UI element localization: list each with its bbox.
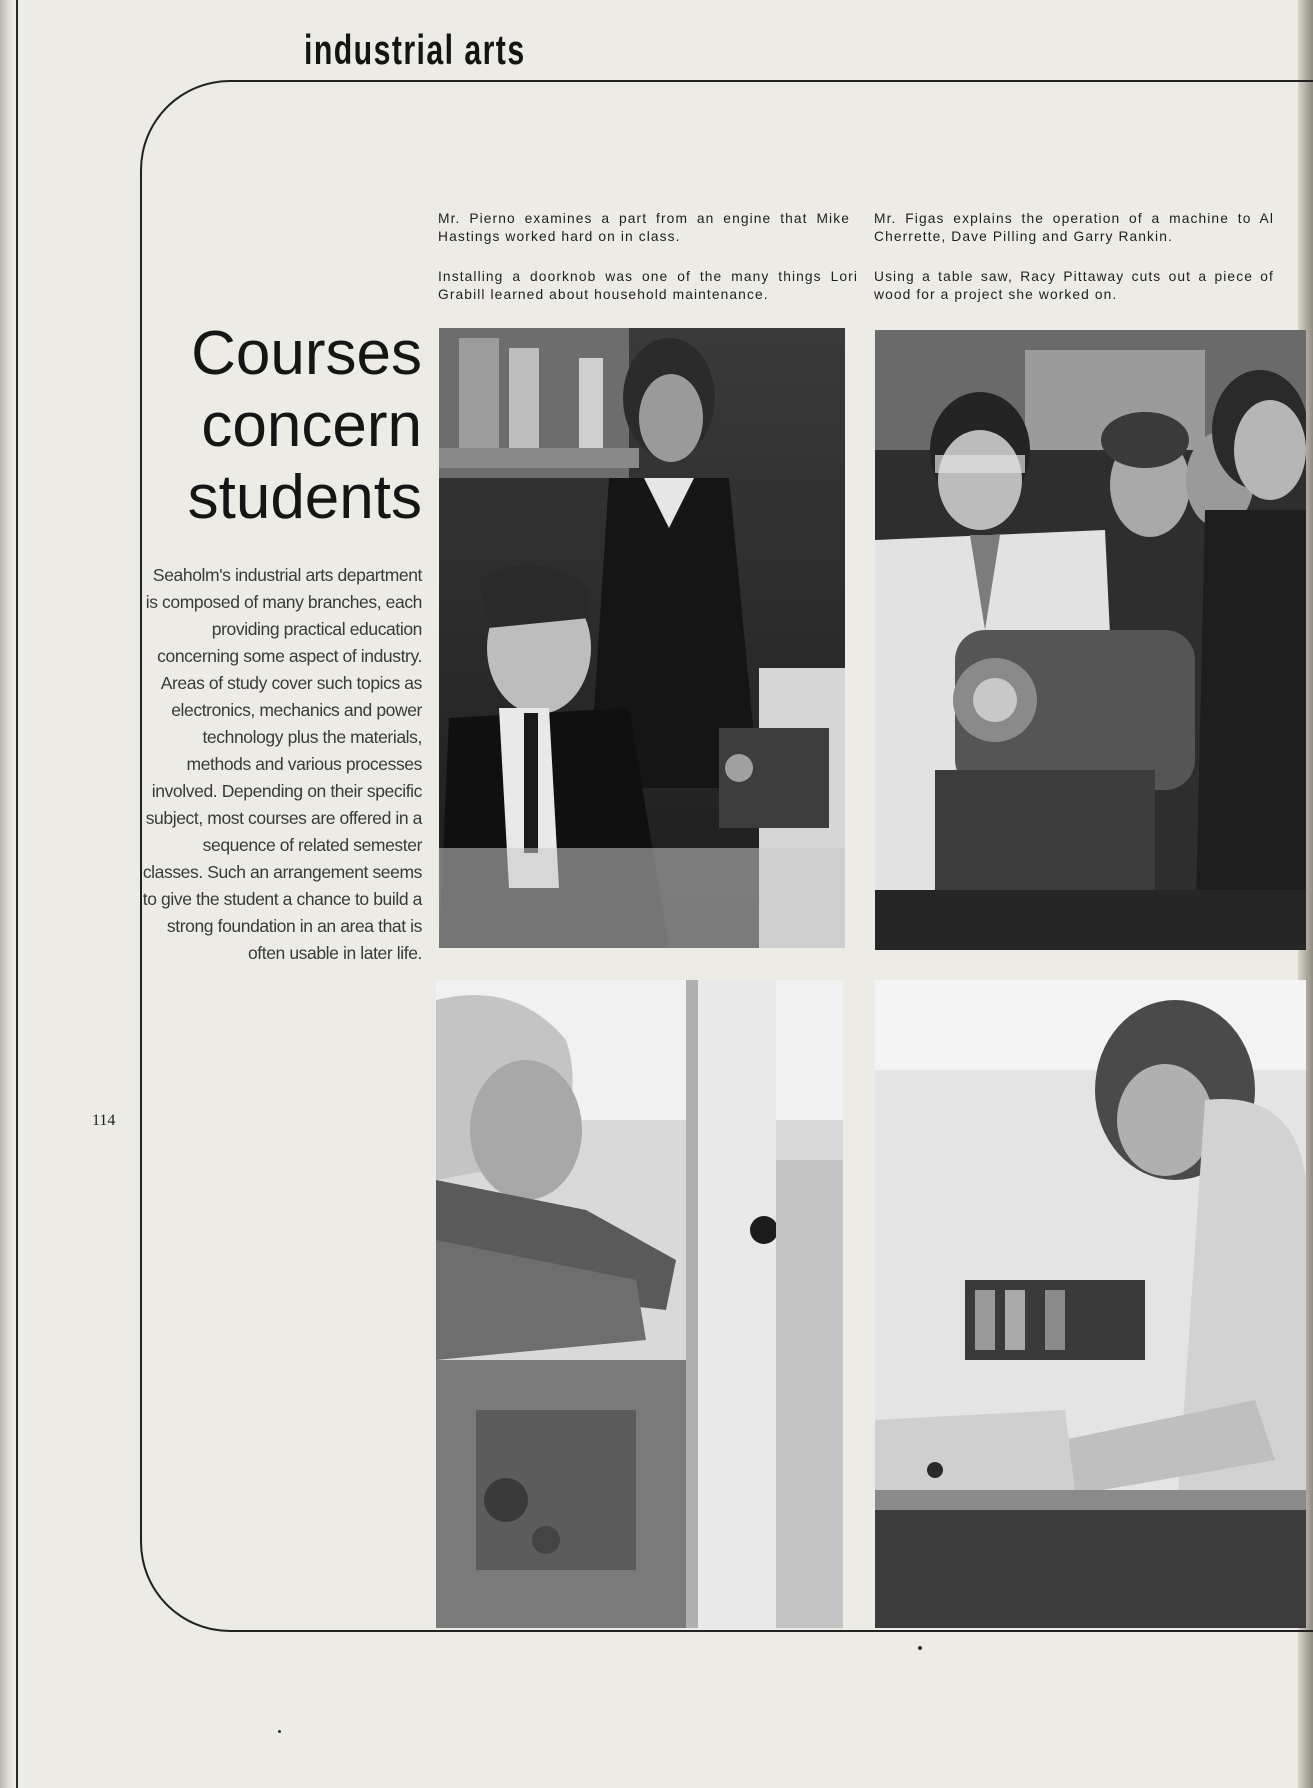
caption-top-right: Mr. Figas explains the operation of a machine to Al Cherrette, Dave Pilling and Garry Rankin. [874, 211, 1274, 244]
caption-top-left: Mr. Pierno examines a part from an engine that Mike Hastings worked hard on in class. [438, 211, 850, 244]
photo-table-saw [875, 980, 1306, 1628]
page-number: 114 [92, 1112, 116, 1129]
photo-doorknob-install [436, 980, 843, 1628]
photo-engine-inspection [439, 328, 845, 948]
article-intro: Seaholm's industrial arts department is composed of many branches, each providing practical education concerning some aspect of industry. Areas of study cover such topics as electronics, mechanics and power technology plus the materials, methods and various processes involved. Depending on their specific subject, most courses are offered in a sequence of related semester classes. Such an arrangement seems to give the student a chance to build a strong foundation in an area that is often usable in later life. [142, 565, 422, 963]
binding-rule [16, 0, 18, 1788]
section-label: industrial arts [304, 26, 526, 73]
caption-bottom-left: Installing a doorknob was one of the many things Lori Grabill learned about household maintenance. [438, 269, 858, 302]
print-speck [918, 1646, 922, 1650]
headline-line-3: students [187, 463, 422, 532]
article-headline [150, 318, 422, 534]
caption-bottom-right: Using a table saw, Racy Pittaway cuts out a piece of wood for a project she worked on. [874, 269, 1274, 302]
photo-machine-demo [875, 330, 1306, 950]
print-speck [278, 1730, 281, 1733]
headline-line-1: Courses [191, 319, 422, 388]
binding-shadow [0, 0, 14, 1788]
headline-line-2: concern [201, 391, 422, 460]
